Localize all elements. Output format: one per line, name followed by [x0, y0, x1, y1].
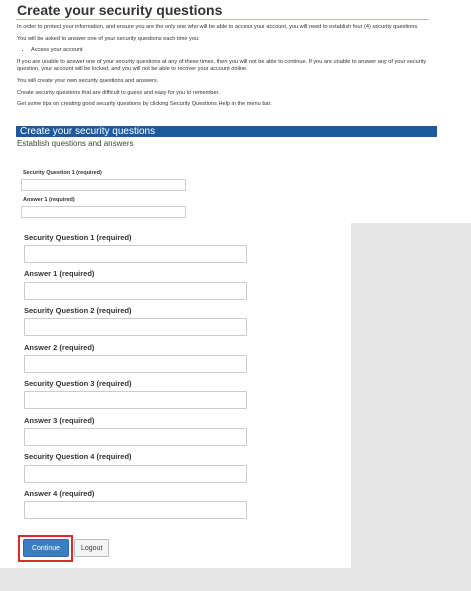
- intro-paragraph-3: If you are unable to answer one of your security questions at any of these times, then you will not be able to continue. If you are unable to answer any of your security question, your account will be locked, and you will not be able to recover your account online.: [17, 58, 427, 73]
- question-1-label: Security Question 1 (required): [24, 233, 132, 242]
- intro-bullet-list: [17, 47, 432, 55]
- question-2-input[interactable]: [24, 318, 247, 336]
- page-title: Create your security questions: [17, 2, 223, 18]
- question-1-input[interactable]: [24, 245, 247, 263]
- question-4-label: Security Question 4 (required): [24, 452, 132, 461]
- background-area-bottom: [0, 568, 351, 591]
- intro-paragraph-2: You will be asked to answer one of your security questions each time you:: [17, 35, 200, 42]
- answer-2-label: Answer 2 (required): [24, 343, 95, 352]
- continue-button[interactable]: Continue: [23, 539, 69, 557]
- preview-answer-1-input[interactable]: [21, 206, 186, 218]
- preview-answer-1-label: Answer 1 (required): [23, 197, 75, 203]
- background-area: [351, 223, 471, 591]
- question-2-label: Security Question 2 (required): [24, 306, 132, 315]
- answer-1-label: Answer 1 (required): [24, 269, 95, 278]
- intro-paragraph-5: Create security questions that are difficult to guess and easy for you to remember.: [17, 89, 220, 96]
- question-4-input[interactable]: [24, 465, 247, 483]
- title-divider: [16, 19, 429, 20]
- preview-question-1-label: Security Question 1 (required): [23, 170, 102, 176]
- preview-question-1-input[interactable]: [21, 179, 186, 191]
- intro-text: [17, 24, 432, 113]
- security-questions-form: [0, 223, 351, 568]
- answer-4-label: Answer 4 (required): [24, 489, 95, 498]
- instructions-panel: [0, 0, 471, 223]
- question-3-input[interactable]: [24, 391, 247, 409]
- section-header-banner: Create your security questions: [16, 126, 437, 137]
- intro-paragraph-1: In order to protect your information, and ensure you are the only one who will be able to access your account, you will need to establish four (4) security questions.: [17, 24, 419, 30]
- answer-4-input[interactable]: [24, 501, 247, 519]
- answer-3-label: Answer 3 (required): [24, 416, 95, 425]
- answer-2-input[interactable]: [24, 355, 247, 373]
- answer-1-input[interactable]: [24, 282, 247, 300]
- logout-button[interactable]: Logout: [74, 539, 109, 557]
- intro-bullet-1: • Access your account: [31, 47, 432, 55]
- question-3-label: Security Question 3 (required): [24, 379, 132, 388]
- intro-paragraph-4: You will create your own security questions and answers.: [17, 77, 159, 84]
- answer-3-input[interactable]: [24, 428, 247, 446]
- intro-paragraph-6: Get some tips on creating good security questions by clicking Security Questions Help in the menu bar.: [17, 101, 272, 108]
- section-subtitle: Establish questions and answers: [17, 139, 134, 148]
